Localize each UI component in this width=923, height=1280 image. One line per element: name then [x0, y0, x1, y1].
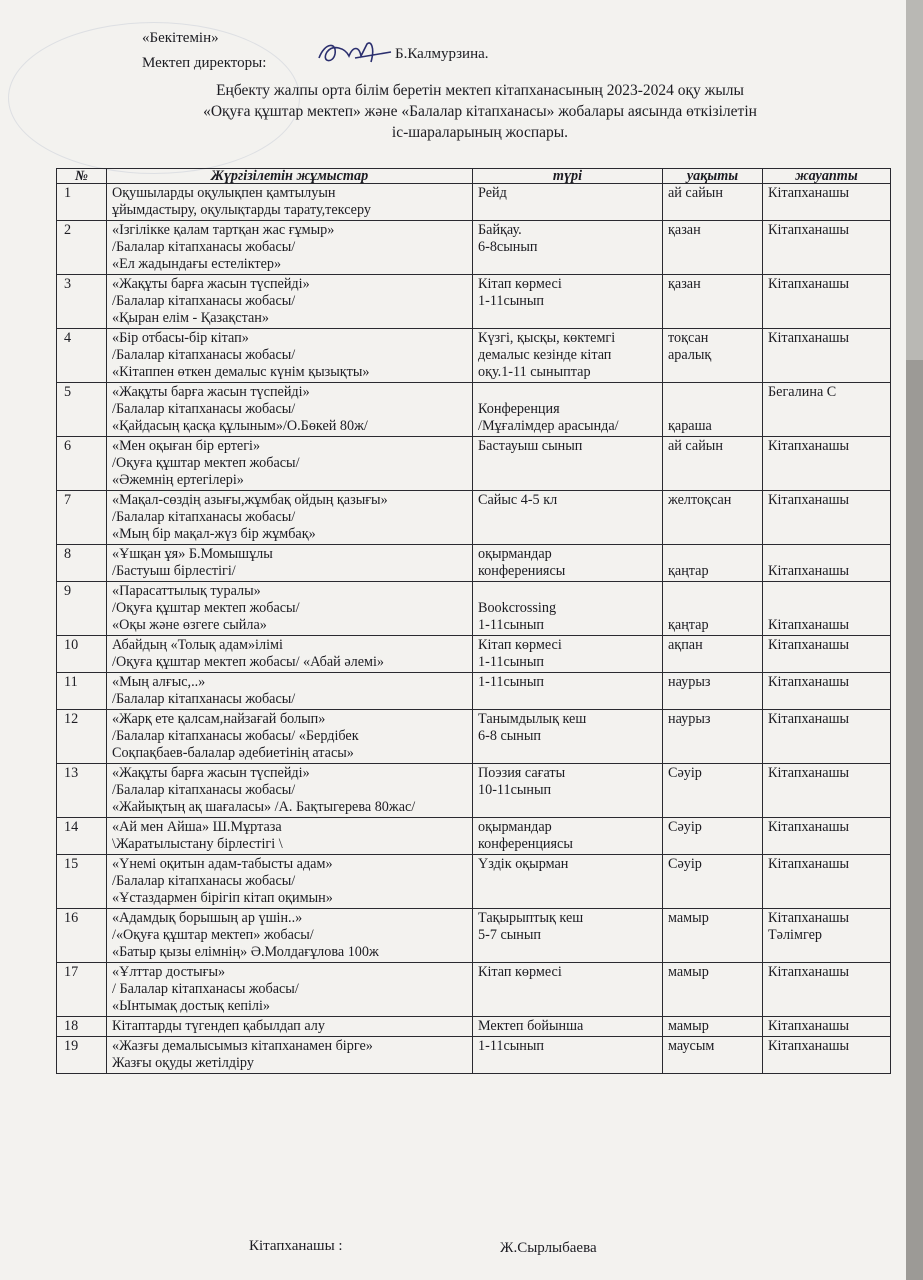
responsible-cell	[763, 1017, 891, 1037]
type-cell-line: демалыс кезінде кітап	[478, 347, 612, 363]
activity-cell-line: Оқушыларды оқулықпен қамтылуын	[112, 185, 336, 201]
responsible-cell	[763, 673, 891, 710]
responsible-cell-line: Кітапханашы	[768, 276, 850, 292]
time-cell	[663, 636, 763, 673]
responsible-cell	[763, 710, 891, 764]
director-label: Мектеп директоры:	[142, 55, 267, 71]
activity-cell-line: Соқпақбаев-балалар әдебиетінің атасы»	[112, 745, 354, 761]
time-cell-line: мамыр	[668, 910, 709, 926]
row-number: 15	[57, 855, 107, 909]
activity-cell-line: «Батыр қызы елімнің» Ә.Молдағұлова 100ж	[112, 944, 379, 960]
time-cell	[663, 1017, 763, 1037]
type-cell	[473, 1017, 663, 1037]
responsible-cell-line: Кітапханашы	[768, 910, 850, 926]
responsible-cell-line	[768, 546, 885, 563]
time-cell-line	[668, 546, 757, 563]
table-row	[57, 582, 891, 636]
table-row	[57, 329, 891, 383]
activity-cell	[107, 673, 473, 710]
activity-cell-line: «Парасаттылық туралы»	[112, 583, 261, 599]
activity-cell	[107, 818, 473, 855]
responsible-cell	[763, 909, 891, 963]
type-cell	[473, 383, 663, 437]
table-row	[57, 545, 891, 582]
responsible-cell-line: Кітапханашы	[768, 222, 850, 238]
activity-cell-line: /Балалар кітапханасы жобасы/	[112, 509, 296, 525]
activity-cell-line: /Оқуға құштар мектеп жобасы/ «Абай әлемі»	[112, 654, 385, 670]
type-cell-line: Күзгі, қысқы, көктемгі	[478, 330, 616, 346]
activity-cell-line: «Ай мен Айша» Ш.Мұртаза	[112, 819, 282, 835]
type-cell-line: Кітап көрмесі	[478, 637, 562, 653]
type-cell	[473, 582, 663, 636]
activity-cell-line: «Жазғы демалысымыз кітапханамен бірге»	[112, 1038, 373, 1054]
activity-cell-line: «Жайықтың ақ шағаласы» /А. Бақтыгерева 80жас/	[112, 799, 416, 815]
time-cell	[663, 673, 763, 710]
responsible-cell-line: Кітапханашы	[768, 617, 850, 633]
type-cell-line: конференияcы	[478, 563, 566, 579]
type-cell	[473, 437, 663, 491]
responsible-cell-line: Тәлімгер	[768, 927, 822, 943]
responsible-cell-line: Кітапханашы	[768, 765, 850, 781]
activity-cell	[107, 491, 473, 545]
type-cell-line	[478, 384, 657, 401]
time-cell-line	[668, 401, 757, 418]
type-cell	[473, 184, 663, 221]
time-cell-line	[668, 384, 757, 401]
column-header-activities: Жүргізілетін жұмыстар	[107, 169, 473, 184]
title-line-1: Еңбекту жалпы орта білім беретін мектеп кітапханасының 2023-2024 оқу жылы	[216, 82, 744, 99]
approval-label: «Бекітемін»	[142, 30, 219, 46]
time-cell-line	[668, 583, 757, 600]
time-cell-line: Сәуір	[668, 856, 702, 872]
table-row	[57, 275, 891, 329]
responsible-cell	[763, 582, 891, 636]
row-number: 10	[57, 636, 107, 673]
activity-cell-line: «Жақұты барға жасын түспейді»	[112, 384, 310, 400]
time-cell-line: қаңтар	[668, 563, 709, 579]
background-edge	[906, 0, 923, 360]
column-header-responsible: жауапты	[763, 169, 891, 184]
activity-cell-line: «Ізгілікке қалам тартқан жас ғұмыр»	[112, 222, 335, 238]
time-cell	[663, 764, 763, 818]
time-cell-line: маусым	[668, 1038, 715, 1054]
activity-cell-line: «Адамдық борышың ар үшін..»	[112, 910, 303, 926]
responsible-cell	[763, 963, 891, 1017]
table-row	[57, 491, 891, 545]
type-cell-line: 1-11сынып	[478, 1038, 545, 1054]
type-cell-line: Тақырыптық кеш	[478, 910, 584, 926]
activity-cell-line: /Балалар кітапханасы жобасы/	[112, 239, 296, 255]
activity-cell	[107, 383, 473, 437]
time-cell-line	[668, 600, 757, 617]
activity-cell-line: «Мың бір мақал-жүз бір жұмбақ»	[112, 526, 316, 542]
responsible-cell-line: Кітапханашы	[768, 185, 850, 201]
activity-cell-line: /Балалар кітапханасы жобасы/	[112, 401, 296, 417]
title-line-3: іс-шараларының жоспары.	[391, 124, 569, 141]
responsible-cell	[763, 221, 891, 275]
type-cell	[473, 963, 663, 1017]
column-header-number: №	[57, 169, 107, 184]
time-cell-line: мамыр	[668, 1018, 709, 1034]
table-row	[57, 1037, 891, 1074]
type-cell-line: Конференция	[478, 401, 560, 417]
activity-cell-line: «Жақұты барға жасын түспейді»	[112, 765, 310, 781]
table-row	[57, 673, 891, 710]
time-cell-line: тоқсан	[668, 330, 709, 346]
activity-cell-line: «Мақал-сөздің азығы,жұмбақ ойдың қазығы»	[112, 492, 388, 508]
responsible-cell	[763, 383, 891, 437]
activity-cell-line: «Кітаппен өткен демалыс күнім қызықты»	[112, 364, 370, 380]
responsible-cell	[763, 329, 891, 383]
type-cell-line: оқырмандар	[478, 546, 552, 562]
type-cell	[473, 545, 663, 582]
activity-cell	[107, 275, 473, 329]
responsible-cell-line: Кітапханашы	[768, 438, 850, 454]
type-cell-line: оқу.1-11 сыныптар	[478, 364, 591, 380]
director-name: Б.Калмурзина.	[395, 46, 489, 62]
activity-cell	[107, 437, 473, 491]
type-cell	[473, 710, 663, 764]
activity-cell	[107, 963, 473, 1017]
type-cell-line	[478, 583, 657, 600]
row-number: 3	[57, 275, 107, 329]
responsible-cell	[763, 437, 891, 491]
responsible-cell-line	[768, 600, 885, 617]
responsible-cell	[763, 545, 891, 582]
activity-cell	[107, 636, 473, 673]
type-cell-line: оқырмандар	[478, 819, 552, 835]
row-number: 13	[57, 764, 107, 818]
activity-cell-line: «Қыран елім - Қазақстан»	[112, 310, 269, 326]
time-cell	[663, 383, 763, 437]
type-cell-line: Сайыс 4-5 кл	[478, 492, 558, 508]
row-number: 6	[57, 437, 107, 491]
time-cell-line: наурыз	[668, 711, 711, 727]
table-row	[57, 636, 891, 673]
responsible-cell	[763, 1037, 891, 1074]
type-cell-line: Кітап көрмесі	[478, 276, 562, 292]
row-number: 17	[57, 963, 107, 1017]
responsible-cell	[763, 184, 891, 221]
responsible-cell	[763, 275, 891, 329]
time-cell-line: ақпан	[668, 637, 703, 653]
activity-cell-line: «Ұстаздармен бірігіп кітап оқимын»	[112, 890, 333, 906]
type-cell-line: 5-7 сынып	[478, 927, 542, 943]
row-number: 2	[57, 221, 107, 275]
activity-cell-line: /Балалар кітапханасы жобасы/ «Бердібек	[112, 728, 359, 744]
time-cell	[663, 545, 763, 582]
time-cell	[663, 491, 763, 545]
row-number: 16	[57, 909, 107, 963]
type-cell	[473, 636, 663, 673]
director-signature	[315, 38, 395, 68]
activity-cell-line: «Жақұты барға жасын түспейді»	[112, 276, 310, 292]
type-cell-line: Поэзия сағаты	[478, 765, 566, 781]
activity-cell	[107, 710, 473, 764]
row-number: 7	[57, 491, 107, 545]
activity-cell-line: «Мен оқыған бір ертегі»	[112, 438, 261, 454]
type-cell-line: 6-8сынып	[478, 239, 538, 255]
activity-cell-line: «Бір отбасы-бір кітап»	[112, 330, 249, 346]
activity-cell	[107, 184, 473, 221]
activity-cell	[107, 1017, 473, 1037]
row-number: 4	[57, 329, 107, 383]
type-cell-line: 1-11сынып	[478, 617, 545, 633]
table-row	[57, 963, 891, 1017]
type-cell	[473, 1037, 663, 1074]
time-cell-line: ай сайын	[668, 185, 723, 201]
activity-cell-line: Кітаптарды түгендеп қабылдап алу	[112, 1018, 325, 1034]
table-row	[57, 710, 891, 764]
responsible-cell-line: Кітапханашы	[768, 330, 850, 346]
responsible-cell	[763, 491, 891, 545]
time-cell	[663, 710, 763, 764]
table-row	[57, 383, 891, 437]
row-number: 8	[57, 545, 107, 582]
type-cell	[473, 491, 663, 545]
row-number: 1	[57, 184, 107, 221]
responsible-cell	[763, 636, 891, 673]
responsible-cell-line: Кітапханашы	[768, 637, 850, 653]
responsible-cell-line: Кітапханашы	[768, 1038, 850, 1054]
time-cell	[663, 275, 763, 329]
activity-cell-line: «Ел жадындағы естеліктер»	[112, 256, 282, 272]
time-cell	[663, 437, 763, 491]
type-cell	[473, 855, 663, 909]
time-cell	[663, 909, 763, 963]
type-cell	[473, 275, 663, 329]
time-cell	[663, 855, 763, 909]
activity-cell-line: /Оқуға құштар мектеп жобасы/	[112, 600, 300, 616]
time-cell-line: қазан	[668, 222, 701, 238]
responsible-cell	[763, 855, 891, 909]
activity-cell-line: /Балалар кітапханасы жобасы/	[112, 347, 296, 363]
activity-cell-line: «Қайдасың қасқа құлыным»/О.Бөкей 80ж/	[112, 418, 368, 434]
column-header-type: түрі	[473, 169, 663, 184]
responsible-cell-line: Бегалина С	[768, 384, 837, 400]
time-cell-line: қаңтар	[668, 617, 709, 633]
activity-cell	[107, 545, 473, 582]
activity-cell-line: «Мың алғыс,..»	[112, 674, 206, 690]
time-cell-line: қараша	[668, 418, 712, 434]
activity-cell-line: ұйымдастыру, оқулықтарды тарату,тексеру	[112, 202, 371, 218]
type-cell	[473, 764, 663, 818]
type-cell	[473, 818, 663, 855]
type-cell-line: Байқау.	[478, 222, 522, 238]
type-cell-line: 1-11сынып	[478, 674, 545, 690]
row-number: 19	[57, 1037, 107, 1074]
title-line-2: «Оқуға құштар мектеп» және «Балалар кітапханасы» жобалары аясында өткізілетін	[203, 103, 757, 120]
type-cell-line: конференциясы	[478, 836, 573, 852]
responsible-cell-line: Кітапханашы	[768, 492, 850, 508]
type-cell	[473, 221, 663, 275]
activity-cell	[107, 1037, 473, 1074]
row-number: 18	[57, 1017, 107, 1037]
column-header-time: уақыты	[663, 169, 763, 184]
table-row	[57, 818, 891, 855]
activity-cell-line: «Оқы және өзгеге сыйла»	[112, 617, 267, 633]
events-table	[56, 168, 891, 1074]
plan-title	[100, 80, 860, 143]
time-cell	[663, 329, 763, 383]
responsible-cell	[763, 818, 891, 855]
time-cell-line: ай сайын	[668, 438, 723, 454]
responsible-cell-line: Кітапханашы	[768, 819, 850, 835]
type-cell-line: 6-8 сынып	[478, 728, 542, 744]
time-cell	[663, 221, 763, 275]
type-cell-line: 1-11сынып	[478, 654, 545, 670]
time-cell	[663, 1037, 763, 1074]
activity-cell-line: «Жарқ ете қалсам,найзағай болып»	[112, 711, 326, 727]
activity-cell-line: / Балалар кітапханасы жобасы/	[112, 981, 299, 997]
activity-cell-line: «Ұлттар достығы»	[112, 964, 226, 980]
time-cell-line: аралық	[668, 347, 712, 363]
activity-cell-line: /Бастуыш бірлестігі/	[112, 563, 236, 579]
responsible-cell-line: Кітапханашы	[768, 711, 850, 727]
activity-cell-line: /Балалар кітапханасы жобасы/	[112, 782, 296, 798]
activity-cell	[107, 764, 473, 818]
type-cell-line: Бастауыш сынып	[478, 438, 583, 454]
activity-cell-line: «Әжемнің ертегілері»	[112, 472, 244, 488]
type-cell-line: 10-11сынып	[478, 782, 552, 798]
table-header-row	[57, 169, 891, 184]
responsible-cell-line: Кітапханашы	[768, 964, 850, 980]
responsible-cell-line: Кітапханашы	[768, 856, 850, 872]
type-cell-line: 1-11сынып	[478, 293, 545, 309]
row-number: 12	[57, 710, 107, 764]
row-number: 5	[57, 383, 107, 437]
responsible-cell-line: Кітапханашы	[768, 563, 850, 579]
time-cell-line: Сәуір	[668, 819, 702, 835]
type-cell-line: Үздік оқырман	[478, 856, 569, 872]
responsible-cell	[763, 764, 891, 818]
table-row	[57, 855, 891, 909]
type-cell	[473, 909, 663, 963]
time-cell-line: қазан	[668, 276, 701, 292]
activity-cell-line: «Ынтымақ достық кепілі»	[112, 998, 271, 1014]
type-cell-line: Рейд	[478, 185, 507, 201]
activity-cell	[107, 221, 473, 275]
row-number: 9	[57, 582, 107, 636]
activity-cell-line: /«Оқуға құштар мектеп» жобасы/	[112, 927, 314, 943]
table-row	[57, 1017, 891, 1037]
time-cell-line: мамыр	[668, 964, 709, 980]
responsible-cell-line: Кітапханашы	[768, 674, 850, 690]
activity-cell-line: /Балалар кітапханасы жобасы/	[112, 293, 296, 309]
type-cell	[473, 673, 663, 710]
time-cell	[663, 184, 763, 221]
type-cell-line: Мектеп бойынша	[478, 1018, 584, 1034]
time-cell	[663, 818, 763, 855]
type-cell-line: /Мұғалімдер арасында/	[478, 418, 619, 434]
activity-cell-line: /Балалар кітапханасы жобасы/	[112, 873, 296, 889]
activity-cell-line: Жазғы оқуды жетілдіру	[112, 1055, 254, 1071]
time-cell-line: желтоқсан	[668, 492, 732, 508]
row-number: 14	[57, 818, 107, 855]
responsible-cell-line	[768, 583, 885, 600]
type-cell-line: Танымдылық кеш	[478, 711, 587, 727]
activity-cell-line: /Балалар кітапханасы жобасы/	[112, 691, 296, 707]
activity-cell-line: \Жаратылыстану бірлестігі \	[112, 836, 283, 852]
type-cell-line: Bookcrossing	[478, 600, 557, 616]
table-row	[57, 909, 891, 963]
time-cell	[663, 582, 763, 636]
activity-cell	[107, 582, 473, 636]
table-row	[57, 437, 891, 491]
time-cell-line: Сәуір	[668, 765, 702, 781]
librarian-label: Кітапханашы :	[249, 1238, 343, 1254]
time-cell	[663, 963, 763, 1017]
activity-cell-line: «Үнемі оқитын адам-табысты адам»	[112, 856, 333, 872]
activity-cell	[107, 855, 473, 909]
activity-cell	[107, 909, 473, 963]
activity-cell	[107, 329, 473, 383]
responsible-cell-line: Кітапханашы	[768, 1018, 850, 1034]
activity-cell-line: Абайдың «Толық адам»ілімі	[112, 637, 283, 653]
activity-cell-line: /Оқуға құштар мектеп жобасы/	[112, 455, 300, 471]
row-number: 11	[57, 673, 107, 710]
type-cell-line: Кітап көрмесі	[478, 964, 562, 980]
time-cell-line: наурыз	[668, 674, 711, 690]
table-row	[57, 221, 891, 275]
activity-cell-line: «Ұшқан ұя» Б.Момышұлы	[112, 546, 273, 562]
librarian-name: Ж.Сырлыбаева	[500, 1240, 597, 1256]
type-cell	[473, 329, 663, 383]
table-row	[57, 764, 891, 818]
table-row	[57, 184, 891, 221]
